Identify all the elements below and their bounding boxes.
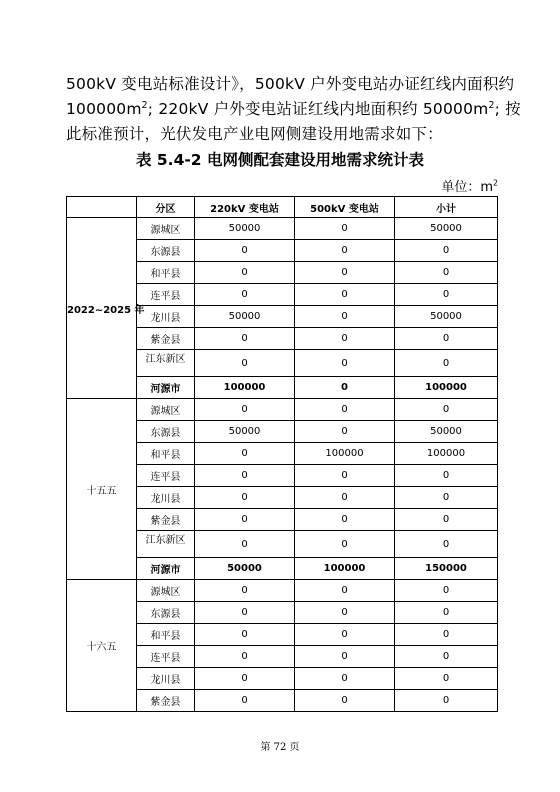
- period-cell: 十五五: [67, 399, 137, 580]
- value-cell: 0: [395, 624, 498, 646]
- value-cell: 0: [195, 328, 295, 350]
- value-cell: 0: [395, 487, 498, 509]
- value-cell: 50000: [195, 558, 295, 580]
- value-cell: 0: [395, 240, 498, 262]
- value-cell: 50000: [195, 306, 295, 328]
- paragraph-line: [66, 97, 521, 122]
- value-cell: 0: [195, 690, 295, 712]
- value-cell: 0: [195, 262, 295, 284]
- district-text: 江东新区: [145, 354, 186, 365]
- paragraph-text: ; 按: [494, 100, 521, 118]
- table-header-row: [67, 197, 498, 218]
- value-cell: 0: [195, 399, 295, 421]
- paragraph-line: 此标准预计，光伏发电产业电网侧建设用地需求如下：: [66, 125, 443, 143]
- district-cell: 连平县: [137, 284, 195, 306]
- value-cell: 50000: [195, 218, 295, 240]
- value-cell: 0: [395, 350, 498, 377]
- value-cell: 0: [295, 377, 395, 399]
- unit-text: 单位：m: [441, 180, 494, 195]
- period-cell: 2022~2025 年: [67, 218, 137, 399]
- value-cell: 0: [395, 531, 498, 558]
- district-cell: 源城区: [137, 218, 195, 240]
- paragraph-text: 100000m: [66, 100, 142, 118]
- superscript: 2: [488, 99, 495, 111]
- value-cell: 150000: [395, 558, 498, 580]
- value-cell: 0: [295, 580, 395, 602]
- district-cell: 连平县: [137, 646, 195, 668]
- value-cell: 0: [295, 350, 395, 377]
- table-row: [67, 218, 498, 240]
- district-cell: 紫金县: [137, 328, 195, 350]
- district-cell: 龙川县: [137, 487, 195, 509]
- district-cell: 龙川县: [137, 668, 195, 690]
- value-cell: 0: [195, 443, 295, 465]
- unit-label: [441, 176, 498, 195]
- district-cell: 源城区: [137, 580, 195, 602]
- superscript: 2: [493, 178, 498, 188]
- value-cell: 0: [295, 509, 395, 531]
- value-cell: 0: [195, 350, 295, 377]
- value-cell: 100000: [295, 443, 395, 465]
- value-cell: 0: [395, 284, 498, 306]
- value-cell: 0: [395, 465, 498, 487]
- value-cell: 0: [195, 240, 295, 262]
- value-cell: 0: [295, 240, 395, 262]
- value-cell: 0: [195, 531, 295, 558]
- value-cell: 0: [395, 328, 498, 350]
- district-cell: 和平县: [137, 262, 195, 284]
- paragraph-text: ; 220kV 户外变电站证红线内地面积约 50000m: [147, 100, 489, 118]
- value-cell: 0: [295, 690, 395, 712]
- table-row: [67, 580, 498, 602]
- district-cell: [137, 531, 195, 558]
- header-cell: 分区: [137, 197, 195, 218]
- value-cell: 0: [195, 580, 295, 602]
- value-cell: 0: [295, 284, 395, 306]
- district-cell: 东源县: [137, 602, 195, 624]
- superscript: 2: [141, 99, 148, 111]
- value-cell: 0: [195, 509, 295, 531]
- value-cell: 0: [295, 602, 395, 624]
- value-cell: 50000: [195, 421, 295, 443]
- district-cell: 龙川县: [137, 306, 195, 328]
- district-cell: 东源县: [137, 240, 195, 262]
- value-cell: 0: [195, 284, 295, 306]
- value-cell: 50000: [395, 306, 498, 328]
- value-cell: 0: [295, 421, 395, 443]
- district-cell: [137, 350, 195, 377]
- value-cell: 0: [395, 399, 498, 421]
- value-cell: 0: [295, 624, 395, 646]
- district-cell: 东源县: [137, 421, 195, 443]
- district-cell: 和平县: [137, 624, 195, 646]
- district-cell: 和平县: [137, 443, 195, 465]
- value-cell: 50000: [395, 421, 498, 443]
- value-cell: 0: [295, 487, 395, 509]
- value-cell: 50000: [395, 218, 498, 240]
- district-text: 江东新区: [145, 535, 186, 546]
- value-cell: 0: [395, 580, 498, 602]
- value-cell: 0: [395, 646, 498, 668]
- value-cell: 0: [395, 668, 498, 690]
- value-cell: 0: [295, 218, 395, 240]
- district-cell: 紫金县: [137, 509, 195, 531]
- district-cell: 紫金县: [137, 690, 195, 712]
- value-cell: 0: [195, 487, 295, 509]
- table-title: 表 5.4-2 电网侧配套建设用地需求统计表: [136, 151, 424, 169]
- value-cell: 0: [195, 646, 295, 668]
- header-cell: 小计: [395, 197, 498, 218]
- period-cell: 十六五: [67, 580, 137, 712]
- value-cell: 0: [295, 465, 395, 487]
- district-cell: 河源市: [137, 377, 195, 399]
- district-cell: 源城区: [137, 399, 195, 421]
- value-cell: 0: [195, 602, 295, 624]
- value-cell: 0: [295, 306, 395, 328]
- value-cell: 0: [295, 646, 395, 668]
- district-cell: 河源市: [137, 558, 195, 580]
- body-paragraph: [66, 72, 521, 147]
- value-cell: 0: [195, 624, 295, 646]
- value-cell: 0: [395, 509, 498, 531]
- header-cell: 500kV 变电站: [295, 197, 395, 218]
- land-demand-table: [66, 196, 498, 712]
- value-cell: 0: [395, 602, 498, 624]
- value-cell: 0: [395, 690, 498, 712]
- value-cell: 100000: [295, 558, 395, 580]
- paragraph-line: 500kV 变电站标准设计》，500kV 户外变电站办证红线内面积约: [66, 75, 515, 93]
- value-cell: 0: [195, 668, 295, 690]
- value-cell: 0: [195, 465, 295, 487]
- value-cell: 0: [295, 328, 395, 350]
- header-cell: [67, 197, 137, 218]
- value-cell: 100000: [195, 377, 295, 399]
- header-cell: 220kV 变电站: [195, 197, 295, 218]
- value-cell: 0: [395, 262, 498, 284]
- page-number: 第 72 页: [260, 742, 300, 753]
- value-cell: 0: [295, 531, 395, 558]
- value-cell: 100000: [395, 377, 498, 399]
- table-row: [67, 399, 498, 421]
- value-cell: 100000: [395, 443, 498, 465]
- value-cell: 0: [295, 399, 395, 421]
- value-cell: 0: [295, 668, 395, 690]
- value-cell: 0: [295, 262, 395, 284]
- district-cell: 连平县: [137, 465, 195, 487]
